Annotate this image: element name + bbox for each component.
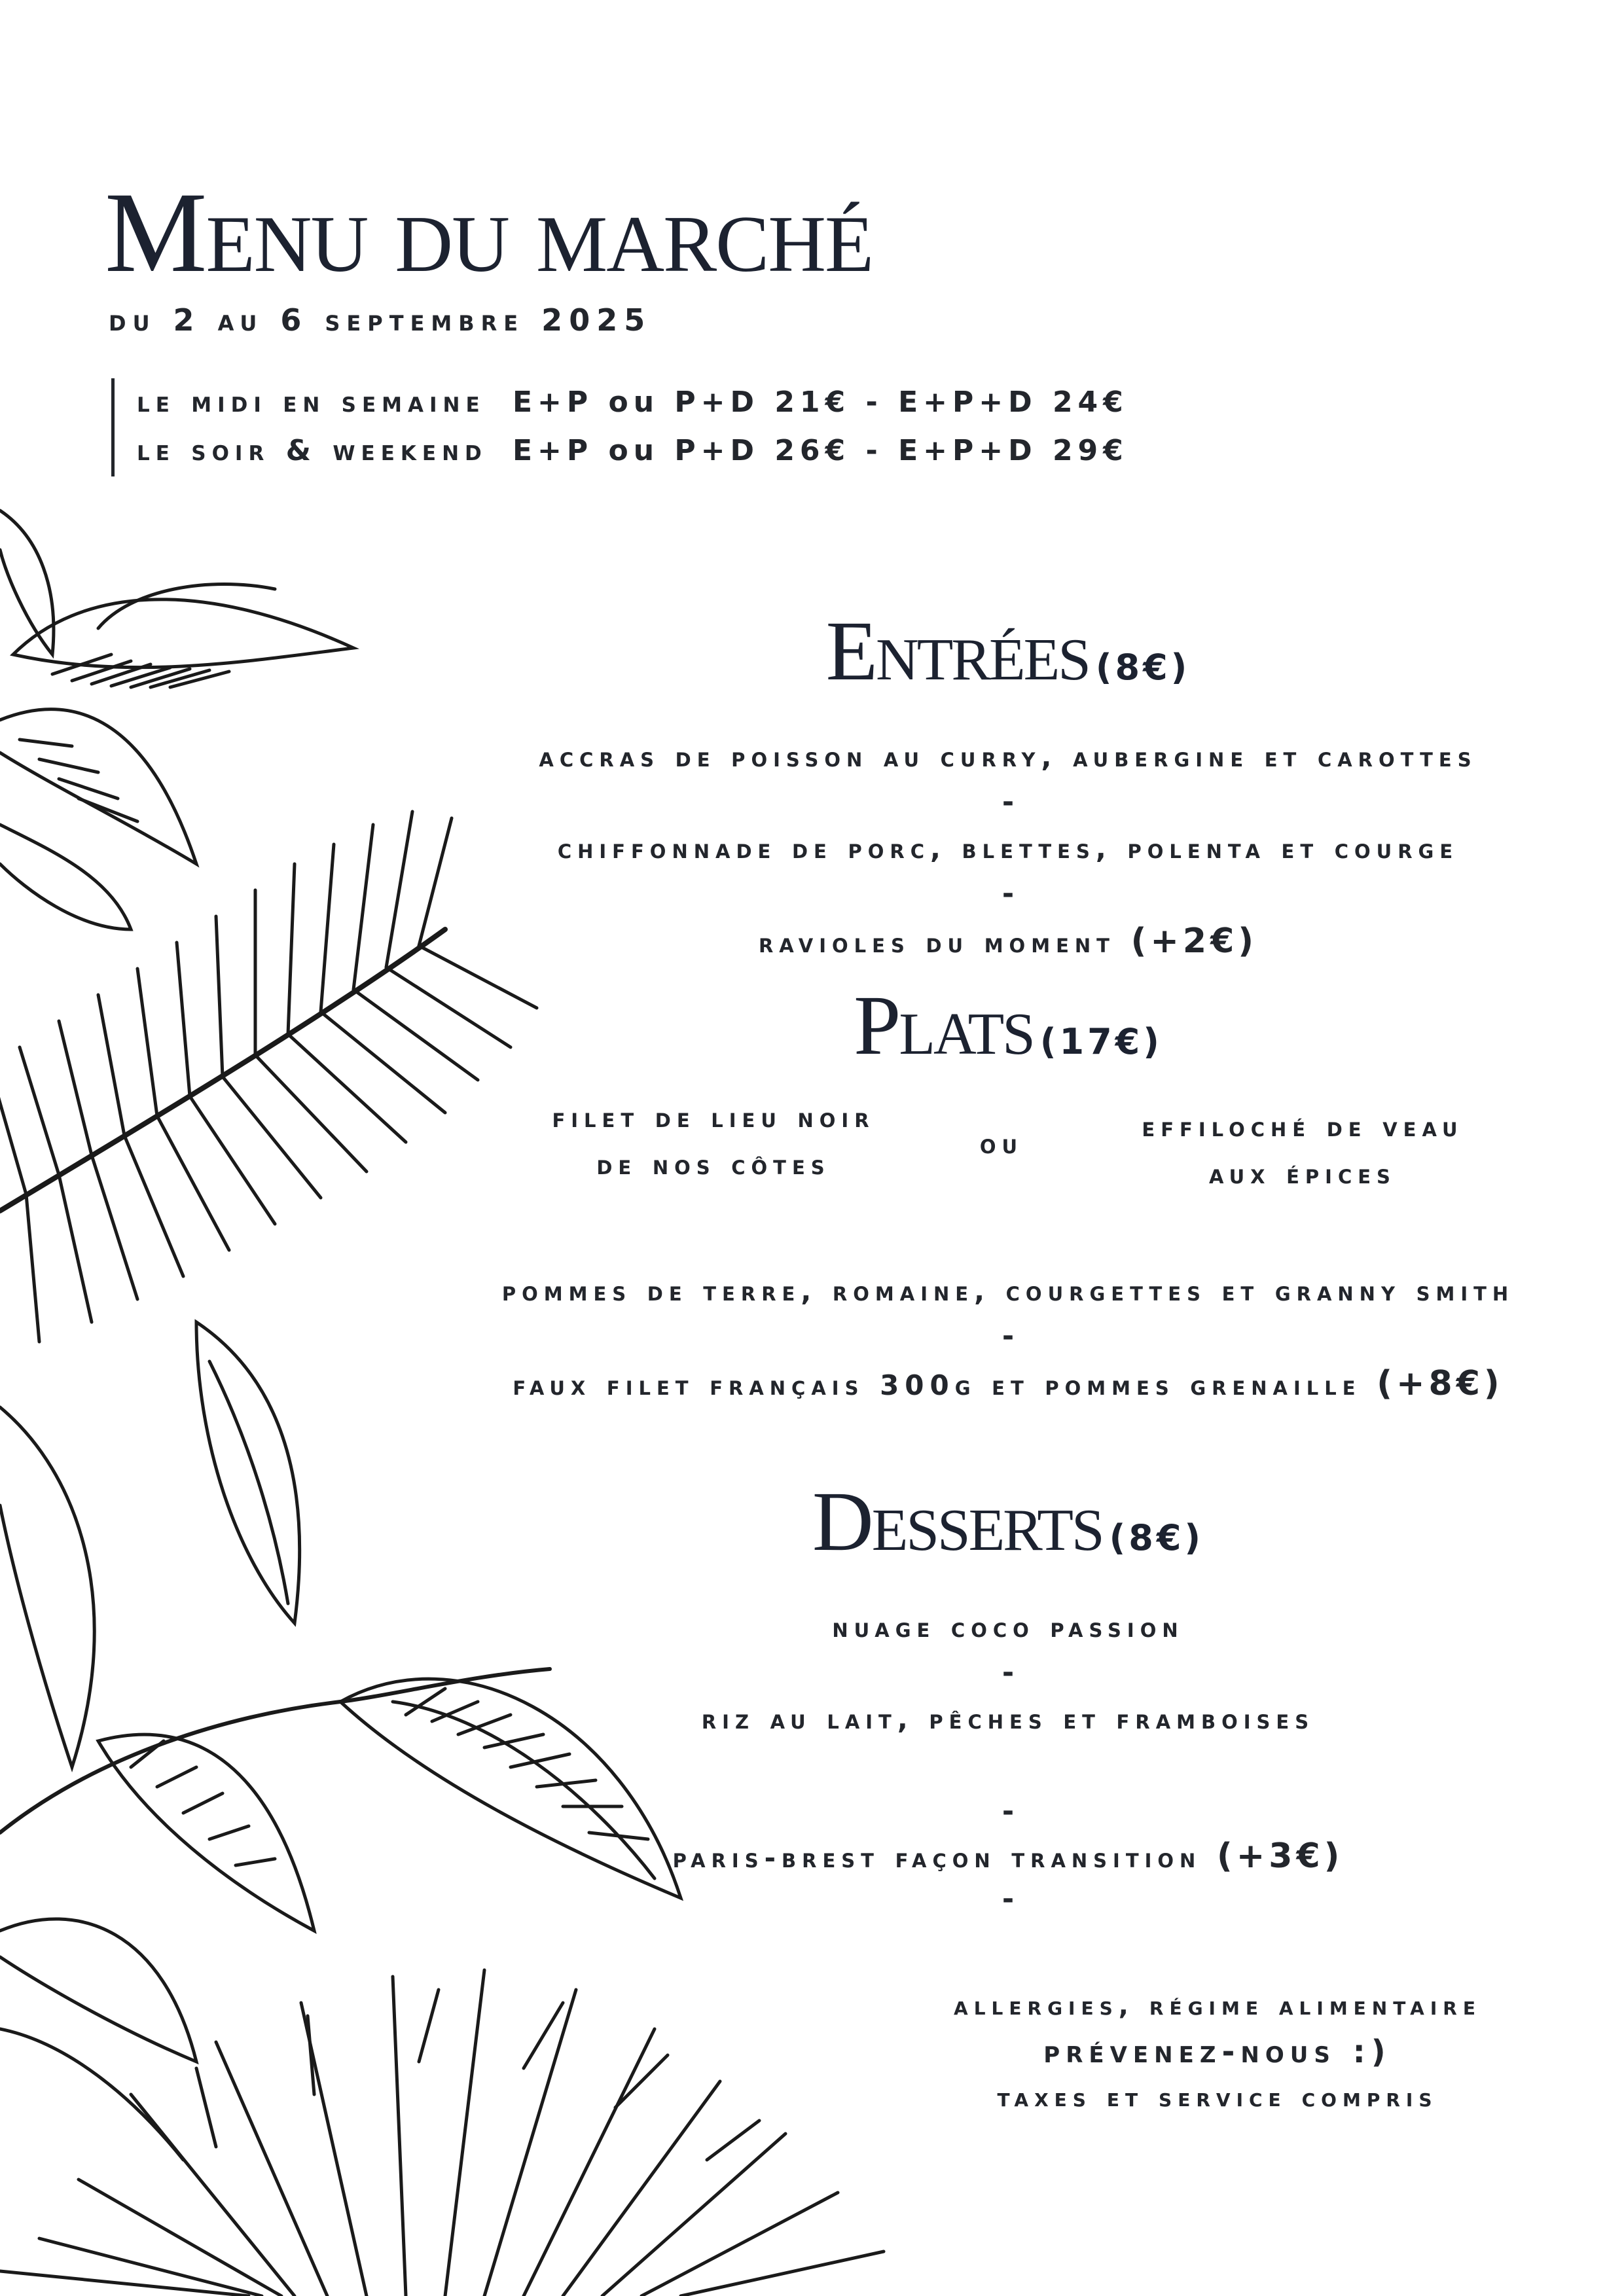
middle-leaves-drawing bbox=[0, 1322, 681, 2160]
menu-title: Menu du marché bbox=[105, 169, 873, 296]
menu-item-text: accras de poisson au curry, aubergine et carottes bbox=[539, 741, 1477, 773]
menu-item bbox=[419, 1703, 1597, 1735]
section-price: (8€) bbox=[1095, 647, 1191, 688]
menu-item-supplement: (+8€) bbox=[1377, 1364, 1504, 1403]
menu-item bbox=[419, 1364, 1597, 1403]
footer-notes bbox=[857, 1983, 1578, 2121]
separator: - bbox=[1001, 1882, 1015, 1916]
menu-item bbox=[419, 741, 1597, 773]
menu-item-supplement: (+2€) bbox=[1130, 922, 1258, 961]
plats-heading bbox=[419, 977, 1597, 1075]
menu-item-text: pommes de terre, romaine, courgettes et granny smith bbox=[501, 1275, 1515, 1307]
price-block bbox=[111, 378, 1128, 476]
section-name: Plats bbox=[854, 978, 1034, 1073]
allergy-note: allergies, régime alimentaire bbox=[954, 1991, 1481, 2021]
price-value: E+P ou P+D 26€ - E+P+D 29€ bbox=[513, 434, 1128, 467]
separator: - bbox=[1001, 877, 1015, 910]
menu-item-text: nuage coco passion bbox=[832, 1611, 1184, 1643]
warning-note: prévenez-nous :) bbox=[1043, 2034, 1392, 2070]
palm-fan-drawing bbox=[0, 1970, 884, 2296]
menu-item-supplement: (+3€) bbox=[1216, 1837, 1344, 1876]
menu-dates: du 2 au 6 septembre 2025 bbox=[109, 302, 652, 338]
separator: - bbox=[1001, 1319, 1015, 1353]
section-price: (8€) bbox=[1109, 1517, 1204, 1558]
section-name: Entrées bbox=[825, 604, 1089, 698]
price-label: le midi en semaine bbox=[137, 386, 486, 419]
separator: - bbox=[1001, 1656, 1015, 1689]
menu-item bbox=[419, 833, 1597, 865]
price-label: le soir & weekend bbox=[137, 434, 488, 467]
section-name: Desserts bbox=[812, 1475, 1103, 1569]
menu-item-text: riz au lait, pêches et framboises bbox=[701, 1703, 1315, 1735]
menu-item-text: ravioles du moment bbox=[758, 927, 1115, 959]
desserts-heading bbox=[419, 1473, 1597, 1571]
price-value: E+P ou P+D 21€ - E+P+D 24€ bbox=[513, 386, 1128, 419]
menu-item-text: faux filet français 300g et pommes grenaille bbox=[513, 1369, 1362, 1401]
separator: - bbox=[1001, 1795, 1015, 1828]
menu-item-text: paris-brest façon transition bbox=[672, 1842, 1202, 1874]
menu-item bbox=[419, 922, 1597, 961]
choice-line: de nos côtes bbox=[596, 1149, 831, 1181]
choice-line: aux épices bbox=[1209, 1158, 1396, 1190]
menu-item bbox=[419, 1611, 1597, 1643]
plats-choice-or: ou bbox=[979, 1128, 1024, 1160]
entrees-heading bbox=[419, 602, 1597, 700]
upper-leaves-drawing bbox=[0, 511, 353, 929]
section-price: (17€) bbox=[1039, 1021, 1163, 1062]
menu-item bbox=[419, 1275, 1597, 1307]
menu-item-text: chiffonnade de porc, blettes, polenta et courge bbox=[557, 833, 1459, 865]
choice-line: filet de lieu noir bbox=[552, 1102, 875, 1134]
separator: - bbox=[1001, 785, 1015, 819]
choice-line: effiloché de veau bbox=[1142, 1111, 1464, 1143]
plats-choice-left bbox=[524, 1094, 903, 1189]
taxes-note: taxes et service compris bbox=[997, 2083, 1438, 2113]
plats-choice-right bbox=[1106, 1103, 1499, 1198]
menu-item bbox=[419, 1837, 1597, 1876]
